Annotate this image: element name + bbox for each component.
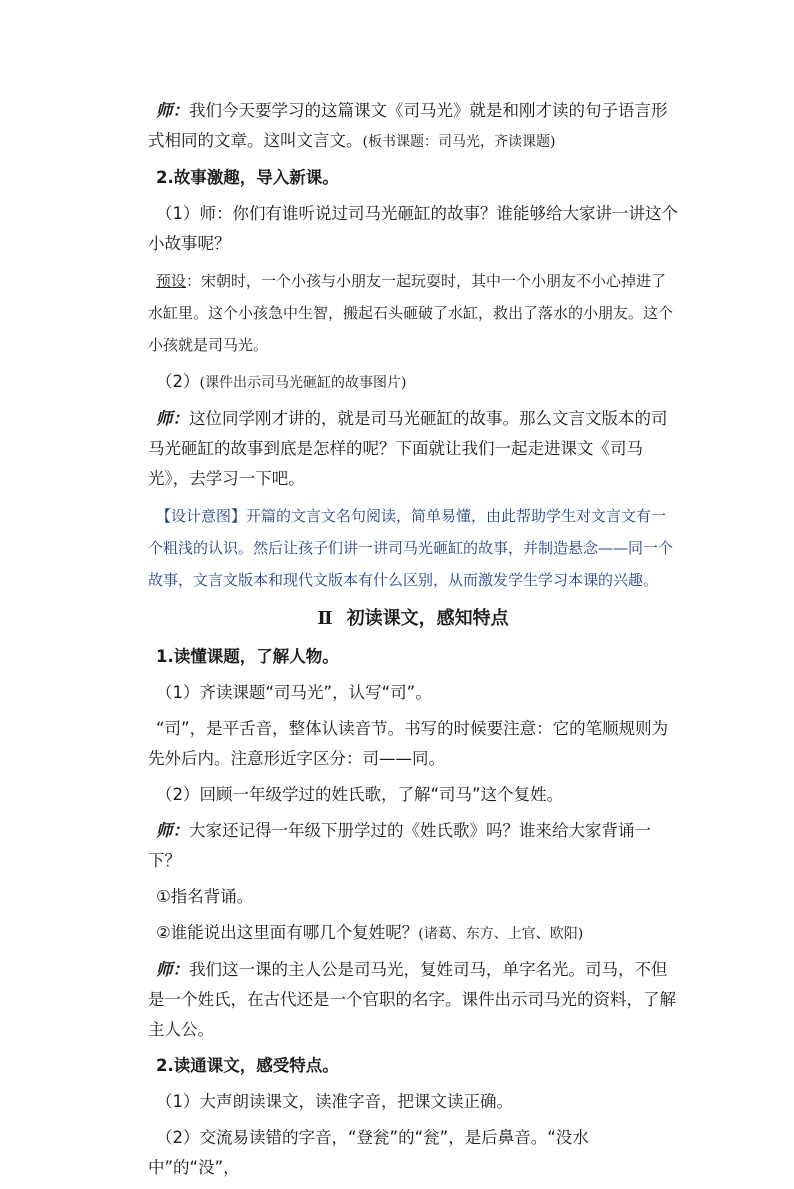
paragraph-teacher-intro	[148, 96, 678, 157]
design-intent	[148, 500, 678, 596]
teacher-label: 师：	[156, 101, 189, 120]
paragraph-text: 这位同学刚才讲的，就是司马光砸缸的故事。那么文言文版本的司马光砸缸的故事到底是怎样的呢？下面就让我们一起走进课文《司马光》，去学习一下吧。	[148, 409, 668, 488]
heading-read-text: 2.读通课文，感受特点。	[156, 1056, 339, 1075]
heading-read-title: 1.读懂课题，了解人物。	[156, 647, 339, 666]
paragraph-text: ②谁能说出这里面有哪几个复姓呢？	[156, 923, 419, 942]
teacher-label: 师：	[156, 960, 189, 979]
paragraph-text: 我们这一课的主人公是司马光，复姓司马，单字名光。司马，不但是一个姓氏，在古代还是一个官职的名字。课件出示司马光的资料，了解主人公。	[148, 960, 676, 1039]
paragraph-teacher-protagonist	[148, 955, 678, 1045]
heading-story-intro: 2.故事激趣，导入新课。	[156, 168, 339, 187]
paragraph-teacher-song	[148, 816, 678, 876]
paragraph-read-aloud: （1）大声朗读课文，读准字音，把课文读正确。	[156, 1092, 513, 1111]
design-intent-text: 开篇的文言文名句阅读，简单易懂，由此帮助学生对文言文有一个粗浅的认识。然后让孩子们讲一讲司马光砸缸的故事，并制造悬念——同一个故事，文言文版本和现代文版本有什么区别，从而激发学生学习本课的兴趣。	[148, 507, 674, 589]
item-number: （2）	[156, 372, 200, 391]
surname-note: (诸葛、东方、上官、欧阳)	[418, 926, 584, 942]
paragraph-pronunciation: （2）交流易读错的字音，“登瓮”的“瓮”，是后鼻音。“没水中”的“没”，	[148, 1128, 589, 1177]
teacher-label: 师：	[156, 409, 189, 428]
paragraph-recite: ①指名背诵。	[156, 887, 254, 906]
section-heading	[148, 602, 678, 636]
teacher-label: 师：	[156, 821, 189, 840]
paragraph-read-title: （1）齐读课题“司马光”，认写“司”。	[156, 683, 432, 702]
paragraph-question: （1）师：你们有谁听说过司马光砸缸的故事？谁能够给大家讲一讲这个小故事呢？	[148, 204, 678, 253]
paragraph-preset	[148, 265, 678, 361]
paragraph-text: 大家还记得一年级下册学过的《姓氏歌》吗？谁来给大家背诵一下？	[148, 821, 651, 870]
design-intent-tag: 【设计意图】	[156, 507, 247, 525]
board-note: (板书课题：司马光，齐读课题)	[362, 134, 556, 150]
document-body	[148, 96, 678, 1189]
paragraph-compound-surnames	[148, 918, 678, 949]
preset-text: ：宋朝时，一个小孩与小朋友一起玩耍时，其中一个小朋友不小心掉进了水缸里。这个小孩急中生智，搬起石头砸破了水缸，救出了落水的小朋友。这个小孩就是司马光。	[148, 272, 674, 354]
preset-label: 预设	[156, 272, 187, 290]
section-title: 初读课文，感知特点	[346, 608, 509, 629]
paragraph-character-si: “司”，是平舌音，整体认读音节。书写的时候要注意：它的笔顺规则为先外后内。注意形近字区分：司——同。	[148, 719, 669, 768]
courseware-note: (课件出示司马光砸缸的故事图片)	[199, 375, 407, 391]
paragraph-surname-song: （2）回顾一年级学过的姓氏歌，了解“司马”这个复姓。	[156, 785, 564, 804]
paragraph-text: 我们今天要学习的这篇课文《司马光》就是和刚才读的句子语言形式相同的文章。这叫文言文。	[148, 101, 668, 150]
section-number: Ⅱ	[317, 608, 333, 629]
paragraph-teacher-story	[148, 404, 678, 494]
paragraph-courseware	[148, 367, 678, 398]
